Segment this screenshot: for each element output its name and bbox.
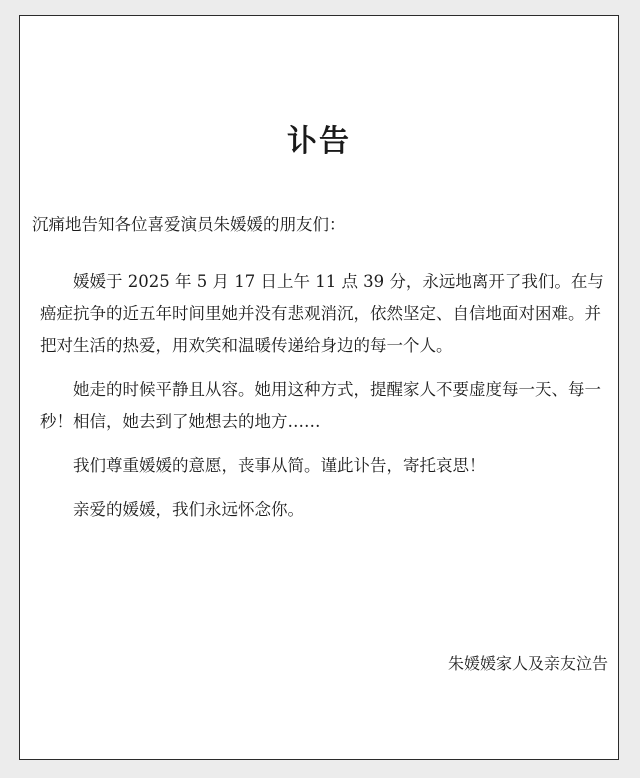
obituary-body	[40, 266, 615, 538]
paragraph-farewell: 亲爱的媛媛，我们永远怀念你。	[73, 500, 304, 519]
salutation: 沉痛地告知各位喜爱演员朱媛媛的朋友们：	[32, 215, 346, 234]
obituary-sheet	[19, 15, 619, 760]
page-title: 讣告	[287, 124, 351, 159]
paragraph-peaceful: 她走的时候平静且从容。她用这种方式，提醒家人不要虚度每一天、每一秒！相信，她去到了她想去的地方……	[40, 380, 601, 431]
paragraph-wishes: 我们尊重媛媛的意愿，丧事从简。谨此讣告，寄托哀思！	[73, 456, 486, 475]
paragraph-passing: 媛媛于 2025 年 5 月 17 日上午 11 点 39 分，永远地离开了我们。在与癌症抗争的近五年时间里她并没有悲观消沉，依然坚定、自信地面对困难。并把对生活的热爱，用欢笑和温暖传递给身边的每一个人。	[40, 272, 604, 355]
signature: 朱媛媛家人及亲友泣告	[447, 654, 608, 673]
